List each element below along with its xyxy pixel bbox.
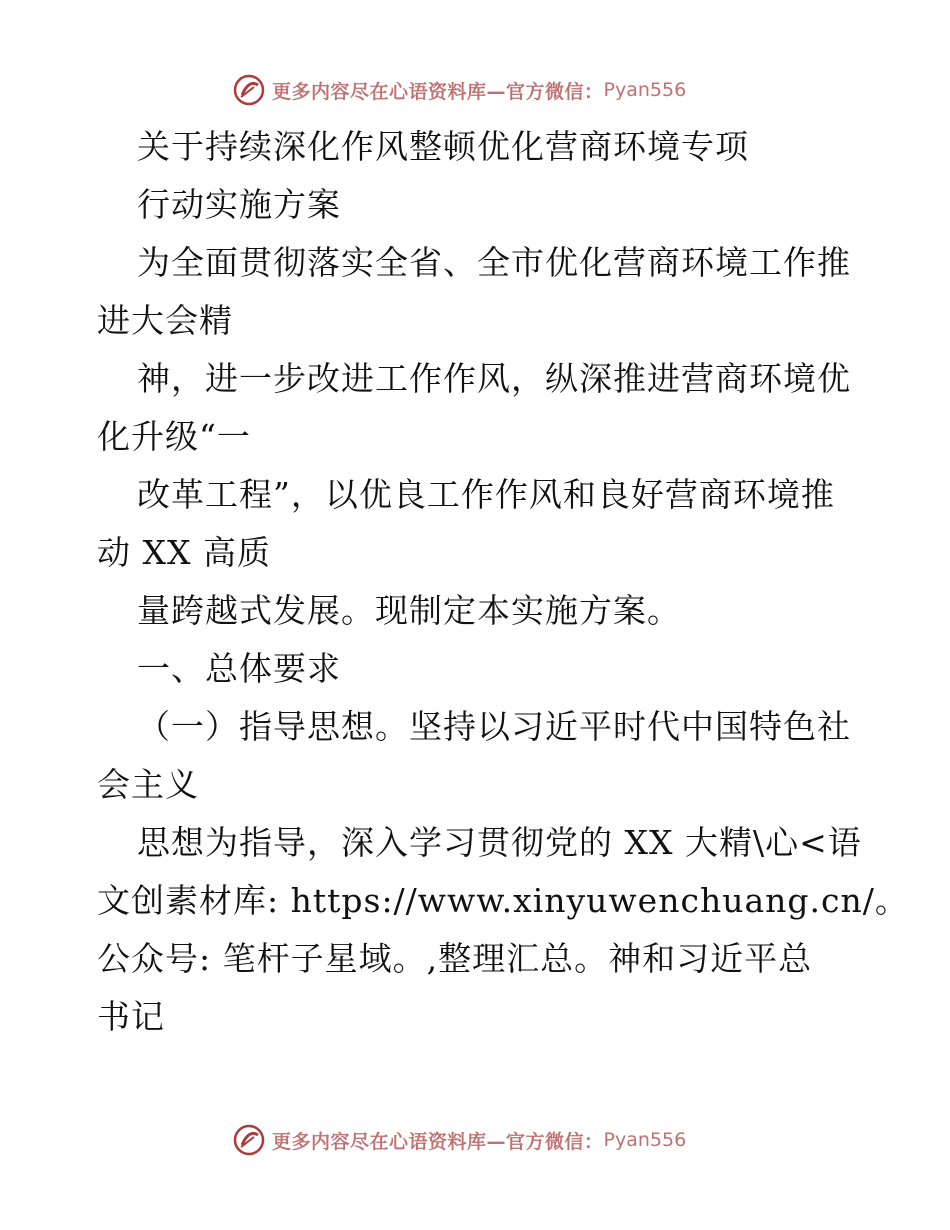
- doc-paragraph-line: 动 XX 高质: [97, 533, 271, 572]
- document-body: [97, 118, 909, 1046]
- section-heading: 一、总体要求: [137, 649, 341, 688]
- doc-paragraph-line: 量跨越式发展。现制定本实施方案。: [137, 591, 681, 630]
- doc-paragraph-line: 思想为指导，深入学习贯彻党的 XX 大精\心<语: [137, 823, 862, 862]
- doc-title-line-1: 关于持续深化作风整顿优化营商环境专项: [137, 127, 749, 166]
- doc-paragraph-line: 会主义: [97, 765, 199, 804]
- doc-paragraph-line: 书记: [97, 997, 165, 1036]
- watermark-contact: Pyan556: [603, 1129, 687, 1151]
- doc-title-line-2: 行动实施方案: [137, 185, 341, 224]
- seal-logo-icon: [232, 73, 266, 107]
- doc-paragraph-line: 化升级“一: [97, 417, 251, 456]
- doc-paragraph-line: 文创素材库: https://www.xinyuwenchuang.cn/。: [97, 881, 909, 920]
- doc-paragraph-line: 公众号: 笔杆子星域。,整理汇总。神和习近平总: [97, 939, 813, 978]
- doc-paragraph-line: 改革工程”，以优良工作作风和良好营商环境推: [137, 475, 835, 514]
- doc-paragraph-line: 进大会精: [97, 301, 233, 340]
- watermark-text: 更多内容尽在心语资料库—官方微信：: [272, 1130, 604, 1153]
- watermark-text: 更多内容尽在心语资料库—官方微信：: [272, 80, 604, 103]
- watermark-header: [232, 72, 752, 108]
- seal-logo-icon: [232, 1123, 266, 1157]
- doc-paragraph-line: （一）指导思想。坚持以习近平时代中国特色社: [137, 707, 851, 746]
- watermark-footer: [232, 1122, 752, 1158]
- doc-paragraph-line: 神，进一步改进工作作风，纵深推进营商环境优: [137, 359, 851, 398]
- watermark-contact: Pyan556: [603, 79, 687, 101]
- doc-paragraph-line: 为全面贯彻落实全省、全市优化营商环境工作推: [137, 243, 851, 282]
